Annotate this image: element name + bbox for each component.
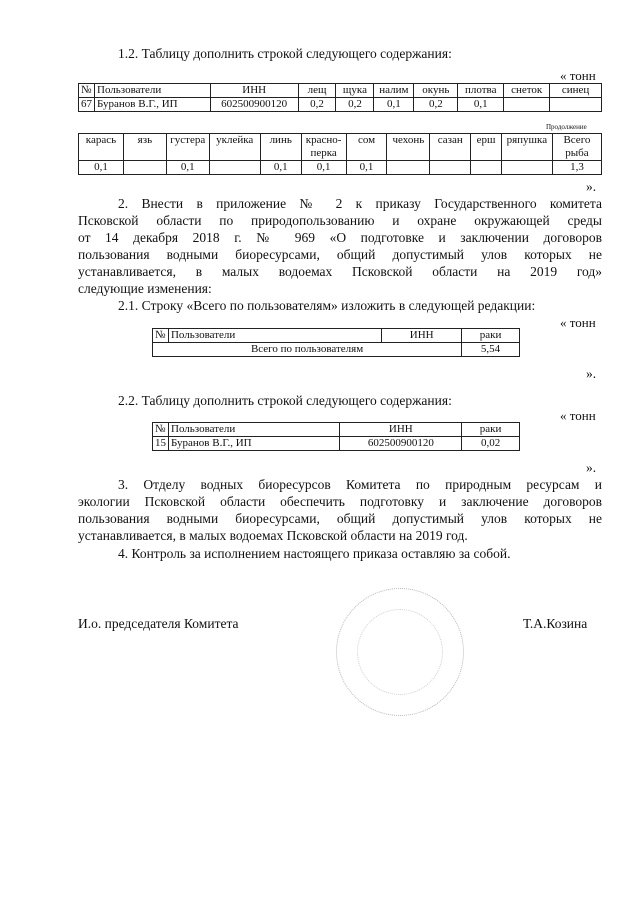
table-1-cell: 67 [79, 98, 95, 112]
paragraph-2-line: Псковской области по природопользованию и охране окружающей среды [78, 213, 602, 228]
table-4-cell: 0,02 [462, 437, 520, 451]
table-1-cell [504, 98, 550, 112]
table-2-cell [430, 161, 471, 175]
table-2-cell: 0,1 [301, 161, 346, 175]
table-4-header-cell: раки [462, 423, 520, 437]
signatory-position: И.о. председателя Комитета [78, 616, 239, 631]
table-2-cell: 0,1 [260, 161, 301, 175]
table-1-header-cell: снеток [504, 84, 550, 98]
table-4 [152, 422, 520, 451]
table-2-cell [471, 161, 502, 175]
table-2-header-cell: чехонь [387, 134, 430, 161]
table-row [153, 343, 520, 357]
table-2-cell [123, 161, 166, 175]
paragraph-3 [78, 476, 602, 544]
table-4-header-cell: ИНН [340, 423, 462, 437]
table-2-header-cell: уклейка [209, 134, 260, 161]
section-1-2-heading: 1.2. Таблицу дополнить строкой следующего содержания: [118, 46, 452, 61]
section-2-1-heading: 2.1. Строку «Всего по пользователям» изложить в следующей редакции: [118, 298, 536, 313]
table-1-header-cell: окунь [414, 84, 458, 98]
table-1-cell: 0,2 [336, 98, 374, 112]
signatory-name: Т.А.Козина [523, 616, 588, 631]
table-1-header-cell: щука [336, 84, 374, 98]
table-3-header-cell: № [153, 329, 169, 343]
table-4-cell: 602500900120 [340, 437, 462, 451]
table-1 [78, 83, 602, 112]
table-row [79, 98, 602, 112]
continuation-label: Продолжение [546, 123, 587, 131]
table-2-cell [209, 161, 260, 175]
total-label-cell: Всего по пользователям [153, 343, 462, 357]
table-2-header-cell: язь [123, 134, 166, 161]
table-2-cell: 1,3 [552, 161, 601, 175]
table-2-header-cell: сом [346, 134, 387, 161]
table-2-header-cell: ряпушка [501, 134, 552, 161]
table-1-header-cell: плотва [458, 84, 504, 98]
table-2-cell: 0,1 [79, 161, 124, 175]
closing-quote-1: ». [586, 179, 597, 194]
table-row [79, 161, 602, 175]
table-2-header-cell: густера [166, 134, 209, 161]
table-3 [152, 328, 520, 357]
paragraph-2 [78, 195, 602, 297]
closing-quote-3: ». [586, 460, 597, 475]
paragraph-2-last-line: следующие изменения: [78, 281, 212, 296]
unit-label-1: « тонн [560, 68, 596, 83]
table-2-header-cell: карась [79, 134, 124, 161]
table-1-cell: 0,2 [414, 98, 458, 112]
table-2-cell: 0,1 [346, 161, 387, 175]
table-2-header-cell: красно- перка [301, 134, 346, 161]
table-2-cell [501, 161, 552, 175]
table-1-header-cell: Пользователи [95, 84, 211, 98]
closing-quote-2: ». [586, 366, 597, 381]
table-2-header-row [79, 134, 602, 161]
total-value-cell: 5,54 [462, 343, 520, 357]
section-2-2-heading: 2.2. Таблицу дополнить строкой следующего содержания: [118, 393, 452, 408]
table-2-cell: 0,1 [166, 161, 209, 175]
table-3-header-cell: Пользователи [168, 329, 381, 343]
table-1-header-cell: налим [374, 84, 414, 98]
table-1-header-row [79, 84, 602, 98]
table-row [153, 437, 520, 451]
paragraph-3-line: пользования водными биоресурсами, общий допустимый улов которых не [78, 511, 602, 526]
paragraph-2-line: пользования водными биоресурсами, общий допустимый улов которых не [78, 247, 602, 262]
table-2 [78, 133, 602, 175]
table-4-cell: 15 [153, 437, 169, 451]
paragraph-4: 4. Контроль за исполнением настоящего приказа оставляю за собой. [118, 546, 511, 561]
seal-stamp [336, 588, 464, 716]
table-1-cell: 0,2 [298, 98, 336, 112]
table-2-header-cell: ерш [471, 134, 502, 161]
table-3-header-cell: ИНН [382, 329, 462, 343]
paragraph-3-line: 3. Отделу водных биоресурсов Комитета по природным ресурсам и [118, 477, 602, 492]
paragraph-2-line: 2. Внести в приложение № 2 к приказу Государственного комитета [118, 196, 602, 211]
table-1-header-cell: № [79, 84, 95, 98]
table-1-header-cell: лещ [298, 84, 336, 98]
unit-label-3: « тонн [560, 408, 596, 423]
paragraph-3-line: экологии Псковской области обеспечить подготовку и заключение договоров [78, 494, 602, 509]
unit-label-2: « тонн [560, 315, 596, 330]
paragraph-3-last-line: устанавливается, в малых водоемах Псковской области на 2019 год. [78, 528, 468, 543]
table-1-cell: Буранов В.Г., ИП [95, 98, 211, 112]
table-3-header-cell: раки [462, 329, 520, 343]
table-2-header-cell: Всего рыба [552, 134, 601, 161]
paragraph-2-line: от 14 декабря 2018 г. № 969 «О подготовке и заключении договоров [78, 230, 602, 245]
table-3-header-row [153, 329, 520, 343]
table-2-cell [387, 161, 430, 175]
table-1-header-cell: синец [550, 84, 602, 98]
table-4-cell: Буранов В.Г., ИП [169, 437, 340, 451]
table-1-cell: 0,1 [458, 98, 504, 112]
table-2-header-cell: сазан [430, 134, 471, 161]
table-1-cell [550, 98, 602, 112]
paragraph-2-line: устанавливается, в малых водоемах Псковской области на 2019 год» [78, 264, 602, 279]
table-1-header-cell: ИНН [210, 84, 298, 98]
table-4-header-cell: № [153, 423, 169, 437]
table-1-cell: 0,1 [374, 98, 414, 112]
table-2-header-cell: линь [260, 134, 301, 161]
table-4-header-row [153, 423, 520, 437]
table-1-cell: 602500900120 [210, 98, 298, 112]
table-4-header-cell: Пользователи [169, 423, 340, 437]
